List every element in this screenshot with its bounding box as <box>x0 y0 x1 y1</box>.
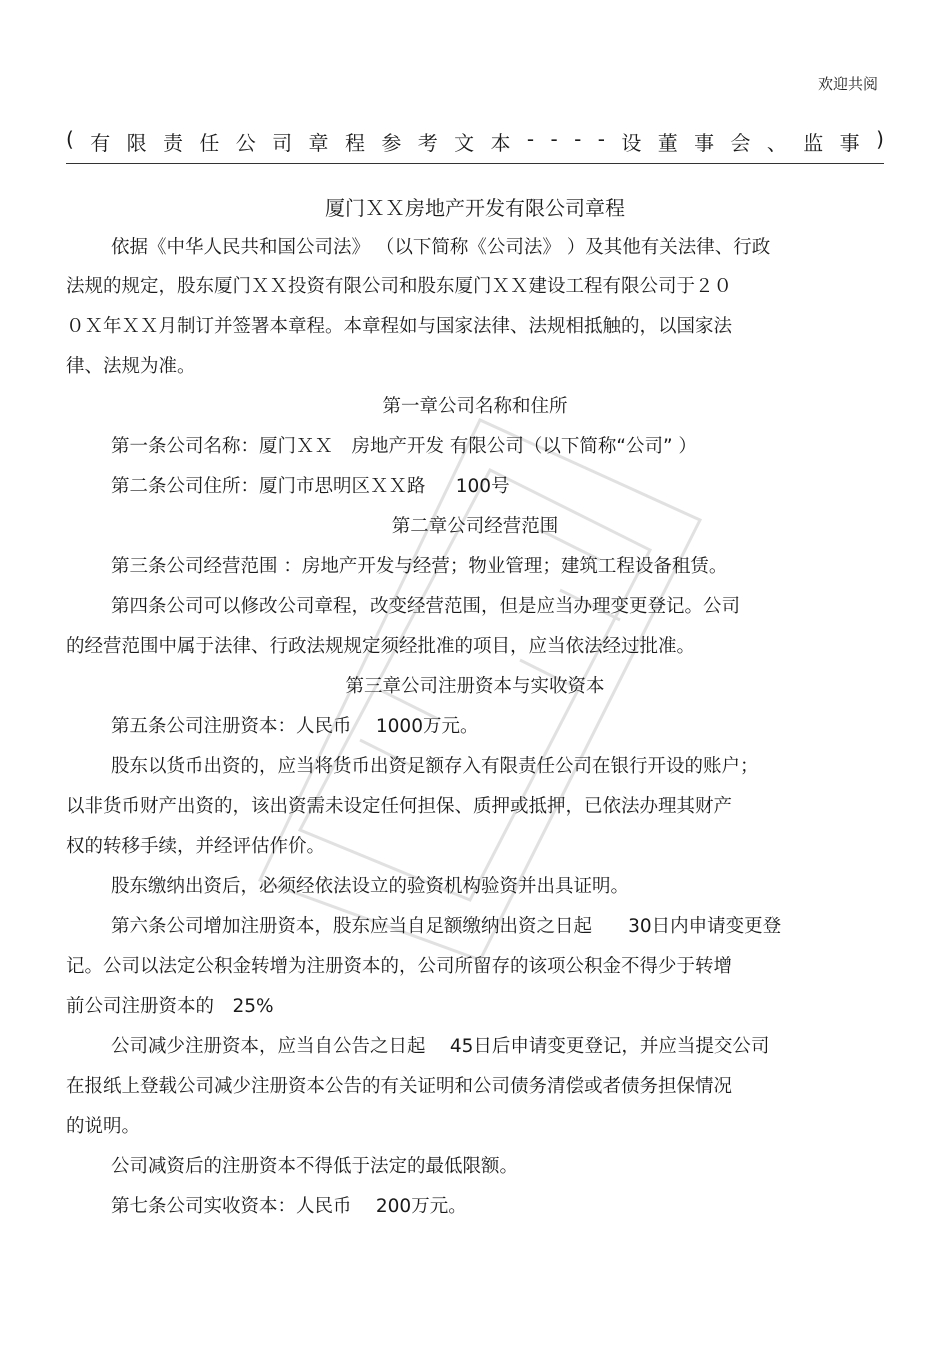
subtitle-char: 公 <box>235 131 256 155</box>
paragraph-line: 公司减资后的注册资本不得低于法定的最低限额。 <box>111 1156 519 1177</box>
article-line: 第三条公司经营范围 ：房地产开发与经营；物业管理；建筑工程设备租赁。 <box>111 556 728 577</box>
subtitle-char: 本 <box>490 131 511 155</box>
paragraph-line: 依据《中华人民共和国公司法》 （以下简称《公司法》 ）及其他有关法律、行政 <box>111 237 771 258</box>
subtitle-char: - <box>574 127 582 151</box>
document-subtitle <box>66 127 884 156</box>
subtitle-char: 程 <box>344 131 365 155</box>
document-title: 厦门ＸＸ房地产开发有限公司章程 <box>325 196 625 220</box>
paragraph-line: 在报纸上登载公司减少注册资本公告的有关证明和公司债务清偿或者债务担保情况 <box>66 1076 733 1097</box>
corner-label: 欢迎共阅 <box>817 75 878 93</box>
paragraph-line: 股东缴纳出资后，必须经依法设立的验资机构验资并出具证明。 <box>111 876 630 897</box>
subtitle-char: 司 <box>272 131 293 155</box>
paragraph-line: 权的转移手续，并经评估作价。 <box>66 836 326 857</box>
paragraph-line: 以非货币财产出资的，该出资需未设定任何担保、质押或抵押，已依法办理其财产 <box>66 796 733 817</box>
article-line: 第五条公司注册资本：人民币 1000万元。 <box>111 716 479 737</box>
subtitle-char: ( <box>66 127 74 151</box>
article-line: 第一条公司名称：厦门ＸＸ 房地产开发 有限公司（以下简称“公司” ） <box>111 436 697 457</box>
article-line: 第四条公司可以修改公司章程，改变经营范围，但是应当办理变更登记。公司 <box>111 596 741 617</box>
subtitle-char: - <box>550 127 558 151</box>
subtitle-char: 参 <box>381 131 402 155</box>
subtitle-char: 会 <box>730 131 751 155</box>
subtitle-char: 设 <box>621 131 642 155</box>
subtitle-char: 任 <box>199 131 220 155</box>
article-line: 第七条公司实收资本：人民币 200万元。 <box>111 1196 467 1217</box>
paragraph-line: ０Ｘ年ＸＸ月制订并签署本章程。本章程如与国家法律、法规相抵触的，以国家法 <box>66 316 733 337</box>
paragraph-line: 律、法规为准。 <box>66 356 196 377</box>
subtitle-char: 有 <box>90 131 111 155</box>
subtitle-char: 限 <box>126 131 147 155</box>
article-line: 的经营范围中属于法律、行政法规规定须经批准的项目，应当依法经过批准。 <box>66 636 696 657</box>
subtitle-char: - <box>526 127 535 151</box>
chapter-heading: 第一章公司名称和住所 <box>382 396 568 417</box>
paragraph-line: 的说明。 <box>66 1116 141 1137</box>
subtitle-char: 考 <box>417 131 438 155</box>
subtitle-char: 事 <box>694 131 715 155</box>
article-line: 第六条公司增加注册资本，股东应当自足额缴纳出资之日起 30日内申请变更登 <box>111 916 782 937</box>
paragraph-line: 记。公司以法定公积金转增为注册资本的，公司所留存的该项公积金不得少于转增 <box>66 956 733 977</box>
chapter-heading: 第三章公司注册资本与实收资本 <box>345 676 605 697</box>
article-line: 第二条公司住所：厦门市思明区ＸＸ路 100号 <box>111 476 510 497</box>
paragraph-line: 法规的规定，股东厦门ＸＸ投资有限公司和股东厦门ＸＸ建设工程有限公司于２０ <box>66 276 733 297</box>
subtitle-char: 监 <box>803 131 824 155</box>
paragraph-line: 前公司注册资本的 25% <box>66 996 274 1017</box>
chapter-heading: 第二章公司经营范围 <box>391 516 559 537</box>
subtitle-char: 责 <box>162 131 183 155</box>
subtitle-char: 章 <box>308 131 329 155</box>
subtitle-char: 文 <box>454 131 475 155</box>
paragraph-line: 股东以货币出资的，应当将货币出资足额存入有限责任公司在银行开设的账户； <box>111 756 759 777</box>
subtitle-char: 事 <box>839 131 860 155</box>
paragraph-line: 公司减少注册资本，应当自公告之日起 45日后申请变更登记，并应当提交公司 <box>111 1036 770 1057</box>
subtitle-char: 、 <box>766 131 787 155</box>
subtitle-char: - <box>597 127 605 151</box>
header-divider <box>66 163 884 164</box>
subtitle-char: 董 <box>657 131 678 155</box>
subtitle-char: ) <box>876 127 884 151</box>
